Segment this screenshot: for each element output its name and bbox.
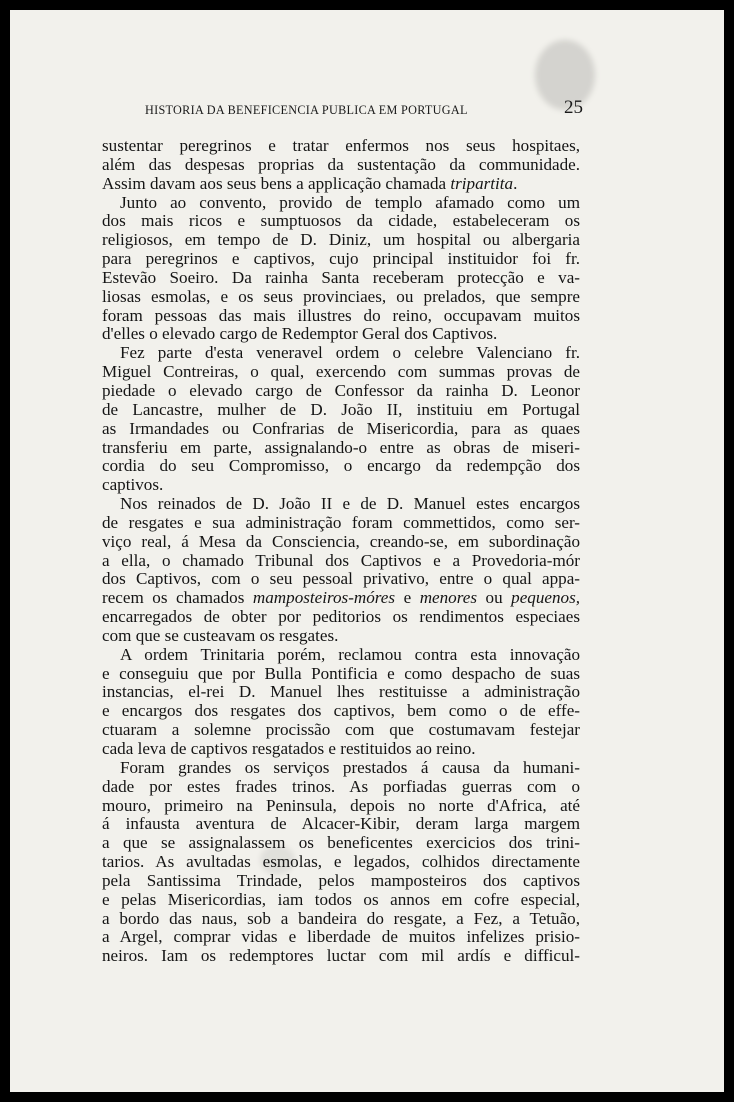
text-line xyxy=(102,156,580,175)
line-segment: foram pessoas das mais illustres do reino, occupavam muitos xyxy=(102,305,580,325)
text-line xyxy=(102,325,580,344)
text-line xyxy=(102,740,580,759)
text-line xyxy=(102,721,580,740)
line-segment: religiosos, em tempo de D. Diniz, um hospital ou albergaria xyxy=(102,230,580,250)
line-segment: ou xyxy=(476,588,512,608)
line-segment: além das despesas proprias da sustentação da communidade. xyxy=(102,154,580,174)
page-header xyxy=(145,97,585,125)
text-line xyxy=(102,853,580,872)
line-segment: de resgates e sua administração foram commettidos, como ser- xyxy=(102,512,580,532)
text-line xyxy=(102,570,580,589)
line-segment: de Lancastre, mulher de D. João II, instituiu em Portugal xyxy=(102,399,580,419)
line-segment: a bordo das naus, sob a bandeira do resgate, a Fez, a Tetuão, xyxy=(102,908,580,928)
text-line xyxy=(102,533,580,552)
text-line xyxy=(102,947,580,966)
line-segment: neiros. Iam os redemptores luctar com mil ardís e difficul- xyxy=(102,946,580,966)
italic-term: pequenos, xyxy=(511,588,580,608)
text-line xyxy=(102,401,580,420)
line-segment: piedade o elevado cargo de Confessor da rainha D. Leonor xyxy=(102,380,580,400)
text-line xyxy=(102,420,580,439)
text-line xyxy=(102,646,580,665)
text-line xyxy=(102,514,580,533)
text-line xyxy=(102,797,580,816)
line-segment: viço real, á Mesa da Consciencia, creando-se, em subordinação xyxy=(102,531,580,551)
line-segment: dade por estes frades trinos. As porfiadas guerras com o xyxy=(102,776,580,796)
line-segment: captivos. xyxy=(102,475,164,495)
line-segment: d'elles o elevado cargo de Redemptor Geral dos Captivos. xyxy=(102,324,498,344)
line-segment: pela Santissima Trindade, pelos mamposteiros dos captivos xyxy=(102,870,580,890)
text-line xyxy=(102,589,580,608)
text-line xyxy=(102,683,580,702)
italic-term: mamposteiros-móres xyxy=(252,588,396,608)
text-line xyxy=(102,815,580,834)
line-segment: liosas esmolas, e os seus provinciaes, ou prelados, que sempre xyxy=(102,286,580,306)
line-segment: mouro, primeiro na Peninsula, depois no norte d'Africa, até xyxy=(102,795,580,815)
text-line xyxy=(102,231,580,250)
text-line xyxy=(102,137,580,156)
text-line xyxy=(102,928,580,947)
line-segment: e xyxy=(395,588,420,608)
line-segment: encarregados de obter por peditorios os rendimentos especiaes xyxy=(102,607,580,627)
text-line xyxy=(102,457,580,476)
book-page xyxy=(10,10,724,1092)
page-number: 25 xyxy=(564,97,583,118)
running-head: HISTORIA DA BENEFICENCIA PUBLICA EM PORTUGAL xyxy=(145,103,468,117)
line-segment: e conseguiu que por Bulla Pontificia e como despacho de suas xyxy=(102,663,580,683)
line-segment: com que se custeavam os resgates. xyxy=(102,625,339,645)
text-line xyxy=(102,552,580,571)
line-segment: a que se assignalassem os beneficentes exercicios dos trini- xyxy=(102,833,580,853)
line-segment: cada leva de captivos resgatados e restituidos ao reino. xyxy=(102,739,476,758)
text-line xyxy=(102,269,580,288)
text-line xyxy=(102,344,580,363)
line-segment: a Argel, comprar vidas e liberdade de muitos infelizes prisio- xyxy=(102,927,580,947)
italic-term: menores xyxy=(419,588,477,608)
text-line xyxy=(102,363,580,382)
line-segment: e pelas Misericordias, iam todos os annos em cofre especial, xyxy=(102,889,580,909)
line-segment: Nos reinados de D. João II e de D. Manuel estes encargos xyxy=(120,494,580,514)
text-line xyxy=(102,608,580,627)
italic-term: tripartita xyxy=(450,173,514,193)
line-segment: instancias, el-rei D. Manuel lhes restituisse a administração xyxy=(102,682,580,702)
line-segment: recem os chamados xyxy=(102,588,253,608)
line-segment: dos Captivos, com o seu pessoal privativo, entre o qual appa- xyxy=(102,569,580,589)
text-line xyxy=(102,250,580,269)
text-line xyxy=(102,910,580,929)
line-segment: Junto ao convento, provido de templo afamado como um xyxy=(120,192,580,212)
text-line xyxy=(102,665,580,684)
text-line xyxy=(102,627,580,646)
line-segment: cordia do seu Compromisso, o encargo da redempção dos xyxy=(102,456,580,476)
text-line xyxy=(102,495,580,514)
text-line xyxy=(102,778,580,797)
text-line xyxy=(102,702,580,721)
text-line xyxy=(102,891,580,910)
body-text xyxy=(102,137,580,966)
line-segment: Foram grandes os serviços prestados á causa da humani- xyxy=(120,757,580,777)
line-segment: a ella, o chamado Tribunal dos Captivos e a Provedoria-mór xyxy=(102,550,580,570)
line-segment: Miguel Contreiras, o qual, exercendo com summas provas de xyxy=(102,362,580,382)
line-segment: Assim davam aos seus bens a applicação chamada xyxy=(102,173,451,193)
text-line xyxy=(102,439,580,458)
line-segment: Fez parte d'esta veneravel ordem o celebre Valenciano fr. xyxy=(120,343,580,363)
line-segment: ctuaram a solemne procissão com que costumavam festejar xyxy=(102,720,580,740)
line-segment: dos mais ricos e sumptuosos da cidade, estabeleceram os xyxy=(102,211,580,231)
line-segment: tarios. As avultadas esmolas, e legados, colhidos directamente xyxy=(102,852,580,872)
line-segment: á infausta aventura de Alcacer-Kibir, deram larga margem xyxy=(102,814,580,834)
line-segment: para peregrinos e captivos, cujo principal instituidor foi fr. xyxy=(102,249,580,269)
line-segment: A ordem Trinitaria porém, reclamou contra esta innovação xyxy=(120,644,580,664)
text-line xyxy=(102,872,580,891)
text-line xyxy=(102,834,580,853)
line-segment: sustentar peregrinos e tratar enfermos nos seus hospitaes, xyxy=(102,136,580,155)
text-line xyxy=(102,194,580,213)
line-segment: transferiu em parte, assignalando-o entre as obras de miseri- xyxy=(102,437,580,457)
text-line xyxy=(102,382,580,401)
text-line xyxy=(102,288,580,307)
line-segment: as Irmandades ou Confrarias de Misericordia, para as quaes xyxy=(102,418,580,438)
text-line xyxy=(102,759,580,778)
line-segment: Estevão Soeiro. Da rainha Santa receberam protecção e va- xyxy=(102,267,580,287)
text-line xyxy=(102,175,580,194)
line-segment: . xyxy=(513,173,518,193)
text-line xyxy=(102,476,580,495)
line-segment: e encargos dos resgates dos captivos, bem como o de effe- xyxy=(102,701,580,721)
text-line xyxy=(102,212,580,231)
text-line xyxy=(102,307,580,326)
